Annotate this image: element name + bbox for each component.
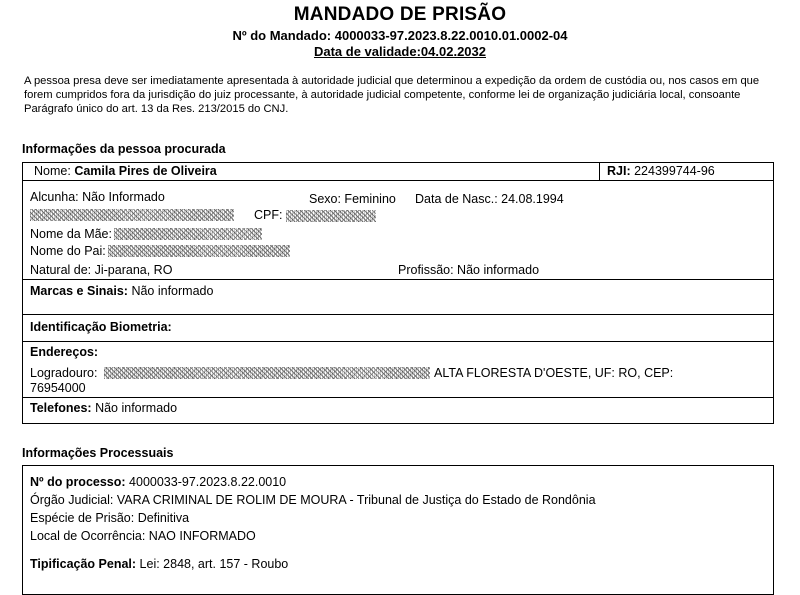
telefones-label: Telefones: (30, 401, 92, 415)
processo-value: 4000033-97.2023.8.22.0010 (129, 475, 287, 489)
name-label: Nome: (34, 164, 71, 178)
name-row (34, 164, 217, 178)
divider (22, 341, 774, 342)
processo-label: Nº do processo: (30, 475, 126, 489)
alcunha: Alcunha: Não Informado (30, 190, 165, 204)
local-ocorrencia: Local de Ocorrência: NAO INFORMADO (30, 529, 256, 543)
process-section-title: Informações Processuais (22, 446, 174, 460)
mae-label: Nome da Mãe: (30, 227, 112, 241)
pai-label: Nome do Pai: (30, 244, 106, 258)
redacted-field (30, 209, 234, 221)
divider (22, 314, 774, 315)
validade-date: 04.02.2032 (420, 44, 486, 59)
cpf-label: CPF: (254, 208, 283, 222)
logradouro-city: ALTA FLORESTA D'OESTE, UF: RO, CEP: (434, 366, 674, 380)
mandado-number-label: Nº do Mandado: (232, 28, 332, 43)
mandado-number-value: 4000033-97.2023.8.22.0010.01.0002-04 (334, 28, 568, 43)
telefones-value: Não informado (95, 401, 178, 415)
redacted-pai (108, 245, 290, 257)
tipificacao-value: Lei: 2848, art. 157 - Roubo (139, 557, 289, 571)
orgao-judicial: Órgão Judicial: VARA CRIMINAL DE ROLIM DE MOURA - Tribunal de Justiça do Estado de Rondônia (30, 493, 596, 507)
sexo: Sexo: Feminino (309, 192, 396, 206)
data-nascimento: Data de Nasc.: 24.08.1994 (415, 192, 564, 206)
divider (22, 180, 774, 181)
document-title: MANDADO DE PRISÃO (293, 4, 507, 25)
telefones-row (30, 401, 177, 415)
redacted-mae (114, 228, 262, 240)
validade-label: Data de validade: (313, 44, 421, 59)
cep-value: 76954000 (30, 381, 86, 395)
marcas-row (30, 284, 213, 298)
divider (599, 162, 600, 180)
tipificacao-row (30, 557, 288, 571)
especie-prisao: Espécie de Prisão: Definitiva (30, 511, 190, 525)
name-value: Camila Pires de Oliveira (74, 164, 217, 178)
logradouro-label: Logradouro: (30, 366, 98, 380)
tipificacao-label: Tipificação Penal: (30, 557, 137, 571)
validade-line (0, 44, 800, 59)
custody-notice: A pessoa presa deve ser imediatamente apresentada à autoridade judicial que determinou a expedição da ordem de custódia ou, nos casos em que forem cumpridos fora da jurisdição do juiz processante, à autoridade judicial competente, conforme lei de organização judiciária local, consoante Parágrafo único do art. 13 da Res. 213/2015 do CNJ. (24, 75, 760, 115)
profissao: Profissão: Não informado (398, 263, 540, 277)
redacted-cpf (286, 210, 376, 222)
processo-row (30, 475, 286, 489)
divider (22, 397, 774, 398)
divider (22, 279, 774, 280)
enderecos-label: Endereços: (30, 345, 99, 359)
marcas-value: Não informado (131, 284, 214, 298)
person-section-title: Informações da pessoa procurada (22, 142, 226, 156)
rji-row (607, 164, 715, 178)
mandado-number-line (0, 28, 800, 43)
biometria-label: Identificação Biometria: (30, 320, 172, 334)
marcas-label: Marcas e Sinais: (30, 284, 128, 298)
natural: Natural de: Ji-parana, RO (30, 263, 173, 277)
redacted-logradouro (104, 367, 430, 379)
rji-value: 224399744-96 (634, 164, 715, 178)
rji-label: RJI: (607, 164, 631, 178)
